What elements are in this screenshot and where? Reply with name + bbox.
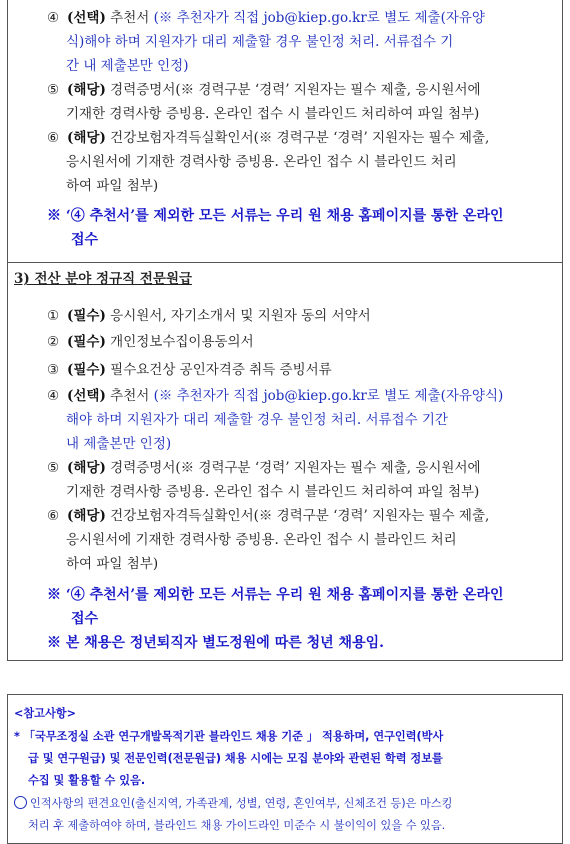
item-text: 기재한 경력사항 증빙용. 온라인 접수 시 블라인드 처리하여 파일 첨부)	[66, 106, 480, 122]
reference-line: 인적사항의 편견요인(출신지역, 가족관계, 성별, 연령, 혼인여부, 신체조건 등)은 마스킹	[30, 797, 453, 810]
item-tag: (해당)	[67, 130, 106, 146]
reference-line: * 「국무조정실 소관 연구개발목적기관 블라인드 채용 기준 」 적용하며, 연구인력(박사	[14, 730, 444, 743]
item-note-line: 해야 하며 지원자가 대리 제출할 경우 불인정 처리. 서류접수 기간	[66, 412, 448, 428]
item-number: ⑥	[47, 130, 60, 146]
doc-item-6	[47, 127, 489, 149]
doc-item-4	[47, 385, 503, 407]
item-tag: (해당)	[67, 82, 106, 98]
doc-item-5	[47, 457, 481, 479]
online-submission-note: ※ ‘④ 추천서’를 제외한 모든 서류는 우리 원 채용 홈페이지를 통한 온라인	[47, 587, 504, 603]
item-number: ③	[47, 362, 60, 378]
item-tag: (필수)	[67, 308, 106, 324]
item-note-line: (※ 추천자가 직접 job@kiep.go.kr로 별도 제출(자유양	[153, 10, 485, 26]
reference-line: 수집 및 활용할 수 있음.	[28, 774, 146, 787]
doc-item-5	[47, 79, 481, 101]
item-text: 개인정보수집이용동의서	[110, 334, 254, 350]
item-text: 경력증명서(※ 경력구분 ‘경력’ 지원자는 필수 제출, 응시원서에	[110, 82, 481, 98]
item-text: 응시원서, 자기소개서 및 지원자 동의 서약서	[110, 308, 371, 324]
item-text: 하여 파일 첨부)	[66, 556, 159, 572]
doc-item-6	[47, 505, 489, 527]
item-text: 경력증명서(※ 경력구분 ‘경력’ 지원자는 필수 제출, 응시원서에	[110, 460, 481, 476]
item-tag: (선택)	[67, 388, 106, 404]
item-number: ②	[47, 334, 60, 350]
item-tag: (필수)	[67, 362, 106, 378]
youth-hiring-note: ※ 본 채용은 정년퇴직자 별도정원에 따른 청년 채용임.	[47, 635, 384, 651]
item-note-line: 내 제출본만 인정)	[66, 436, 172, 452]
item-number: ④	[47, 388, 60, 404]
item-tag: (해당)	[67, 508, 106, 524]
doc-item-2	[47, 331, 254, 353]
item-number: ⑤	[47, 82, 60, 98]
item-number: ⑥	[47, 508, 60, 524]
item-text: 응시원서에 기재한 경력사항 증빙용. 온라인 접수 시 블라인드 처리	[66, 532, 457, 548]
item-number: ④	[47, 10, 60, 26]
item-text: 건강보험자격득실확인서(※ 경력구분 ‘경력’ 지원자는 필수 제출,	[110, 508, 490, 524]
reference-line: 급 및 연구원급) 및 전문인력(전문원급) 채용 시에는 모집 분야와 관련된 학력 정보를	[28, 752, 443, 765]
item-note-line: (※ 추천자가 직접 job@kiep.go.kr로 별도 제출(자유양식)	[153, 388, 504, 404]
doc-item-4	[47, 7, 485, 29]
reference-title: <참고사항>	[14, 707, 76, 720]
reference-box	[7, 694, 563, 844]
online-submission-note: ※ ‘④ 추천서’를 제외한 모든 서류는 우리 원 채용 홈페이지를 통한 온라인	[47, 208, 504, 224]
item-name: 추천서	[110, 10, 150, 26]
previous-section-box	[7, 0, 563, 263]
item-text: 건강보험자격득실확인서(※ 경력구분 ‘경력’ 지원자는 필수 제출,	[110, 130, 490, 146]
item-number: ①	[47, 308, 60, 324]
item-name: 추천서	[110, 388, 150, 404]
item-text: 하여 파일 첨부)	[66, 178, 159, 194]
item-note-line: 식)해야 하며 지원자가 대리 제출할 경우 불인정 처리. 서류접수 기	[66, 34, 454, 50]
item-number: ⑤	[47, 460, 60, 476]
online-submission-note-cont: 접수	[71, 232, 99, 248]
doc-item-3	[47, 359, 332, 381]
item-text: 응시원서에 기재한 경력사항 증빙용. 온라인 접수 시 블라인드 처리	[66, 154, 457, 170]
online-submission-note-cont: 접수	[71, 611, 99, 627]
item-tag: (해당)	[67, 460, 106, 476]
reference-bullet	[14, 793, 452, 815]
circle-bullet-icon	[14, 796, 27, 809]
reference-line: 처리 후 제출하여야 하며, 블라인드 채용 가이드라인 미준수 시 불이익이 있을 수 있음.	[28, 819, 446, 832]
item-note-line: 간 내 제출본만 인정)	[66, 58, 189, 74]
item-tag: (선택)	[67, 10, 106, 26]
item-tag: (필수)	[67, 334, 106, 350]
section-heading: 3) 전산 분야 정규직 전문원급	[14, 271, 193, 287]
item-text: 필수요건상 공인자격증 취득 증빙서류	[110, 362, 332, 378]
item-text: 기재한 경력사항 증빙용. 온라인 접수 시 블라인드 처리하여 파일 첨부)	[66, 484, 480, 500]
doc-item-1	[47, 305, 371, 327]
section-3-box	[7, 263, 563, 661]
